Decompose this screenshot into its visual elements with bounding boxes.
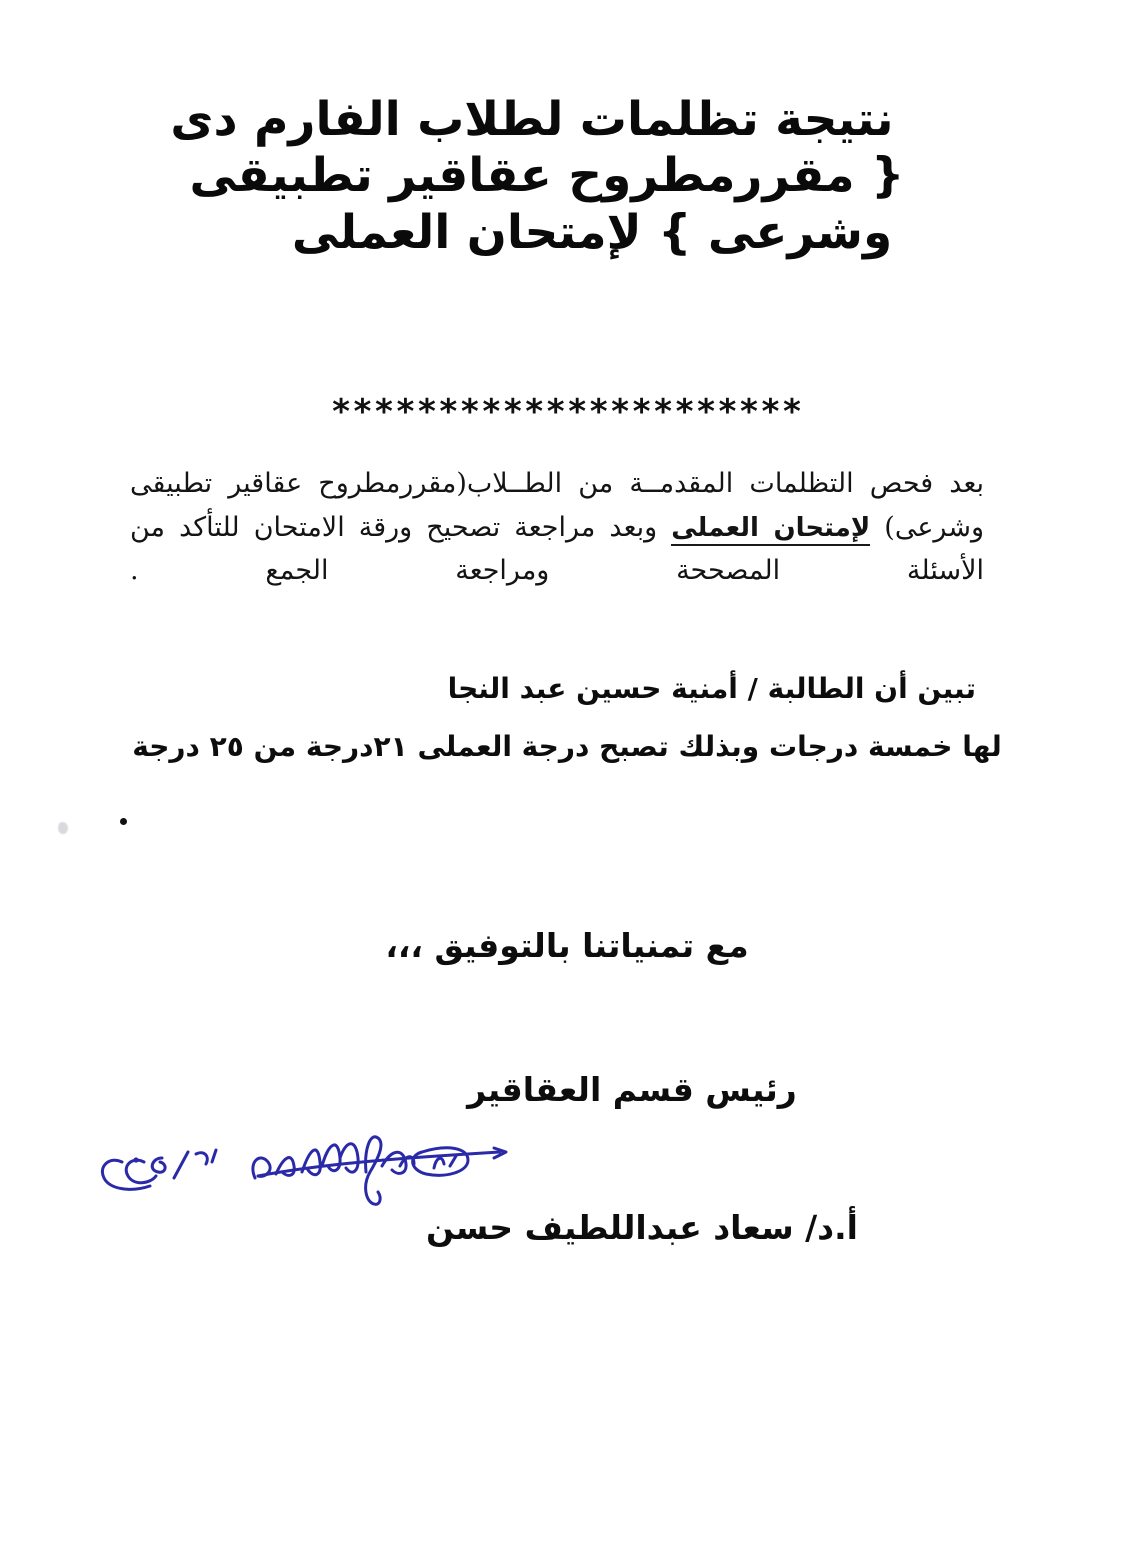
title-line-3: وشرعى } لإمتحان العملى	[291, 204, 893, 260]
closing-wishes: مع تمنياتنا بالتوفيق ،،،	[385, 926, 749, 965]
body-paragraph	[130, 462, 984, 593]
signer-name: أ.د/ سعاد عبداللطيف حسن	[426, 1208, 858, 1247]
title-line-2: { مقررمطروح عقاقير تطبيقى	[189, 148, 905, 204]
asterisk-divider: **********************	[330, 392, 804, 432]
body-text-part-1: بعد فحص التظلمات المقدمــة من الطــلاب(مقررمطروح عقاقير تطبيقى وشرعى)	[130, 468, 984, 543]
grade-result-line: لها خمسة درجات وبذلك تصبح درجة العملى ٢١درجة من ٢٥ درجة	[132, 730, 1002, 763]
document-title	[110, 92, 1014, 260]
body-emphasis-practical-exam: لإمتحان العملى	[671, 513, 870, 546]
signer-position-title: رئيس قسم العقاقير	[467, 1070, 797, 1109]
student-result-line: تبين أن الطالبة / أمنية حسين عبد النجا	[447, 672, 976, 705]
scan-smudge	[58, 822, 68, 834]
title-line-1: نتيجة تظلمات لطلاب الفارم دى	[170, 92, 894, 147]
stray-ink-dot	[120, 818, 127, 825]
body-text-part-2: وبعد مراجعة تصحيح ورقة الامتحان للتأكد من الأسئلة المصححة ومراجعة الجمع .	[130, 511, 984, 587]
